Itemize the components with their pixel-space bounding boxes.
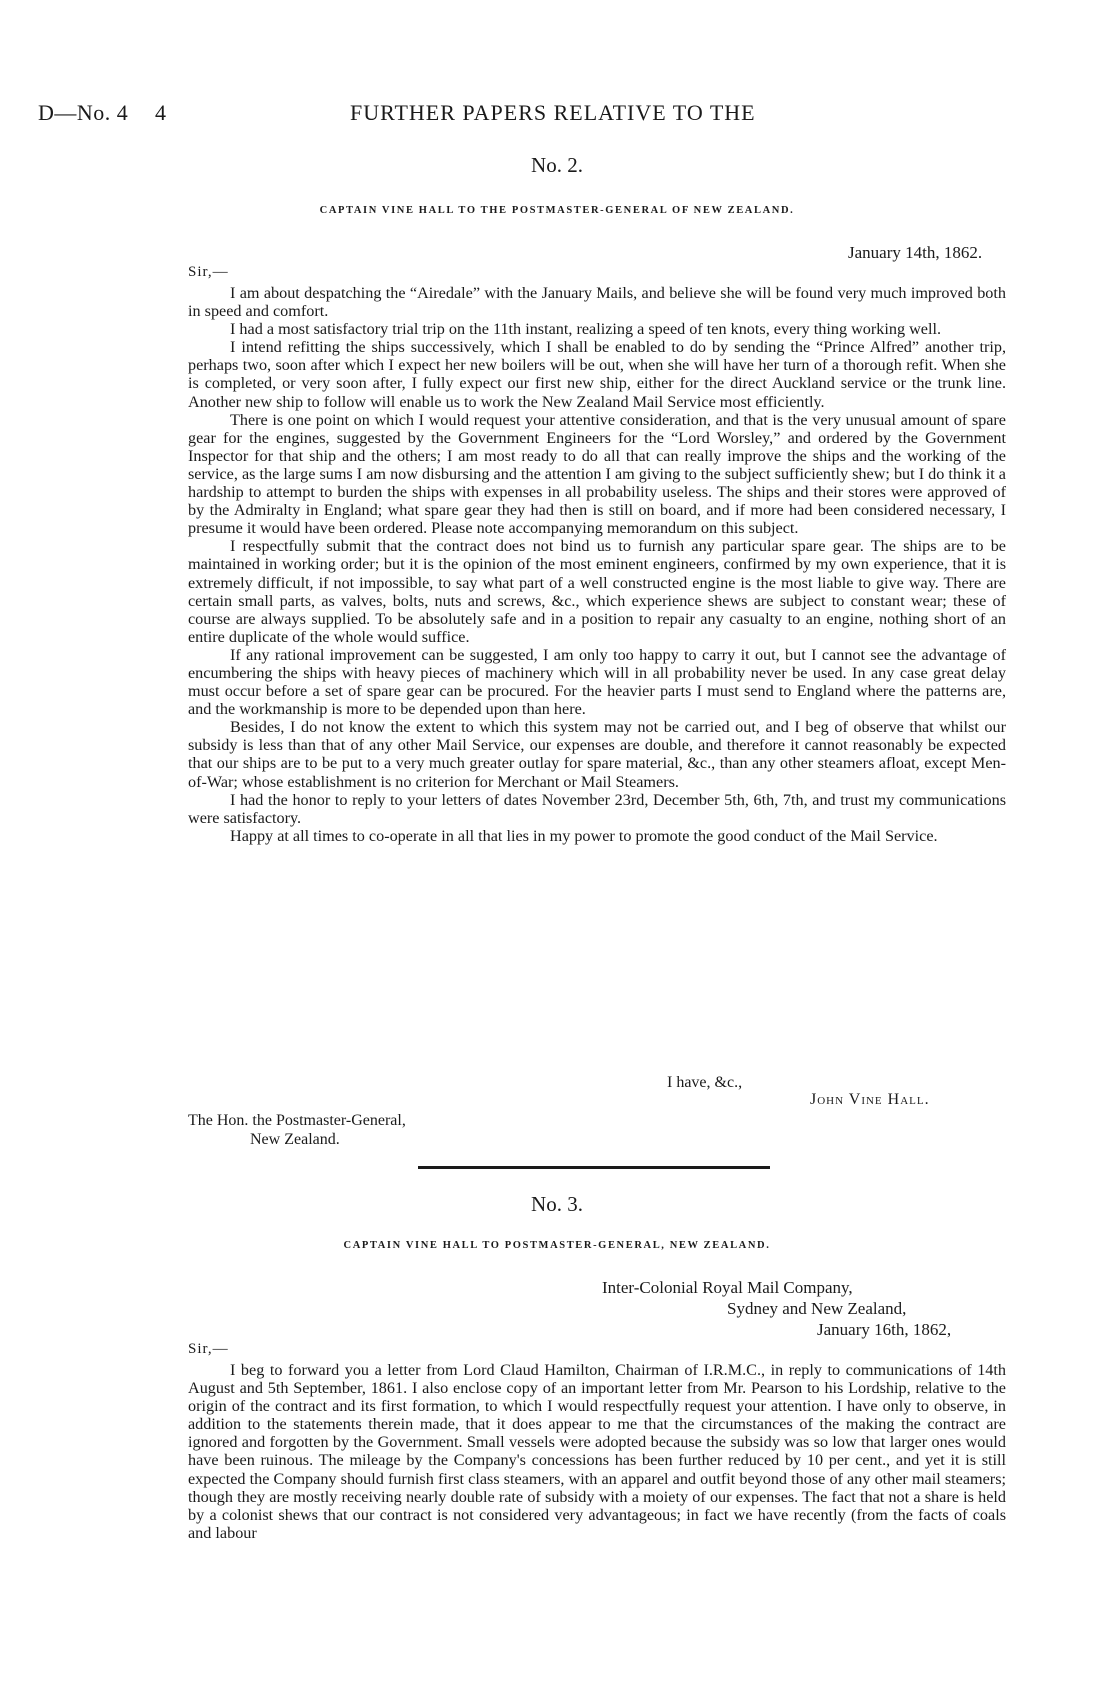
letter-2-closing: I have, &c.,	[667, 1074, 743, 1091]
paragraph: I respectfully submit that the contract does not bind us to furnish any particular spare gear. The ships are to be maintained in working order; but it is the opinion of the most eminent engineers, confirmed by my own experience, that it is extremely difficult, if not impossible, to say what part of a well constructed engine is the most liable to give way. There are certain small parts, as valves, bolts, nuts and screws, &c., which experience shews are subject to constant wear; these of course are always supplied. To be absolutely safe and in a position to repair any casualty to an engine, nothing short of an entire duplicate of the whole would suffice.	[188, 537, 1006, 646]
paragraph: Besides, I do not know the extent to which this system may not be carried out, and I beg of observe that whilst our subsidy is less than that of any other Mail Service, our expenses are double, and therefore it cannot reasonably be expected that our ships are to be put to a very much greater outlay for spare material, &c., than any other steamers afloat, except Men-of-War; whose establishment is no criterion for Merchant or Mail Steamers.	[188, 718, 1006, 791]
section-divider	[418, 1166, 770, 1169]
paragraph: I am about despatching the “Airedale” with the January Mails, and believe she will be found very much improved both in speed and comfort.	[188, 284, 1006, 321]
letter-2-number: No. 2.	[531, 153, 583, 177]
paragraph: I beg to forward you a letter from Lord Claud Hamilton, Chairman of I.R.M.C., in reply to communications of 14th August and 5th September, 1861. I also enclose copy of an important letter from Mr. Pearson to his Lordship, relative to the origin of the contract and its first formation, to which I would respectfully request your attention. I have only to observe, in addition to the statements therein made, that it does appear to me that the circumstances of the making the contract are ignored and forgotten by the Government. Small vessels were adopted because the subsidy was so low that larger ones would have been ruinous. The mileage by the Company's concessions has been further reduced by 10 per cent., and yet it is still expected the Company should furnish first class steamers, with an apparel and outfit beyond those of any other mail steamers; though they are mostly receiving nearly double rate of subsidy with a moiety of our expenses. The fact that not a share is held by a colonist shews that our contract is not considered very advantageous; in fact we have recently (from the facts of coals and labour	[188, 1361, 1006, 1542]
document-reference: D—No. 4	[38, 100, 129, 125]
letter-2-addressee-line-1: The Hon. the Postmaster-General,	[188, 1112, 406, 1129]
paragraph: I had a most satisfactory trial trip on the 11th instant, realizing a speed of ten knots, every thing working well.	[230, 320, 942, 339]
letter-3-body	[188, 1361, 1006, 1542]
page-title: FURTHER PAPERS RELATIVE TO THE	[350, 100, 756, 125]
letter-2-date: January 14th, 1862.	[848, 243, 983, 262]
letter-2-caption: CAPTAIN VINE HALL TO THE POSTMASTER-GENERAL OF NEW ZEALAND.	[319, 205, 795, 216]
letter-3-number: No. 3.	[531, 1192, 583, 1216]
paragraph: Happy at all times to co-operate in all that lies in my power to promote the good conduct of the Mail Service.	[230, 826, 938, 845]
letter-3-caption: CAPTAIN VINE HALL TO POSTMASTER-GENERAL, NEW ZEALAND.	[343, 1240, 771, 1251]
letter-2-signature: John Vine Hall.	[810, 1091, 930, 1108]
paragraph: There is one point on which I would request your attentive consideration, and that is the very unusual amount of spare gear for the engines, suggested by the Government Engineers for the “Lord Worsley,” and ordered by the Government Inspector for that ship and the others; I am most ready to do all that can really improve the ships and the working of the service, as the large sums I am now disbursing and the attention I am giving to the subject sufficiently shew; but I do think it a hardship to attempt to burden the ships with expenses in all probability useless. The ships and their stores were approved of by the Admiralty in England; what spare gear they had then is still on board, and if more had been considered necessary, I presume it would have been ordered. Please note accompanying memorandum on this subject.	[188, 410, 1006, 538]
letter-2-salutation: Sir,—	[188, 264, 229, 280]
letter-3-salutation: Sir,—	[188, 1341, 229, 1357]
letter-2-addressee-line-2: New Zealand.	[250, 1131, 340, 1148]
paragraph: If any rational improvement can be suggested, I am only too happy to carry it out, but I cannot see the advantage of encumbering the ships with heavy pieces of machinery which will in all probability never be used. In any case great delay must occur before a set of spare gear can be procured. For the heavier parts I must send to England where the patterns are, and the workmanship is more to be depended upon than here.	[188, 645, 1006, 719]
paragraph: I had the honor to reply to your letters of dates November 23rd, December 5th, 6th, 7th, and trust my communications were satisfactory.	[188, 790, 1006, 827]
letter-3-date: January 16th, 1862,	[817, 1320, 952, 1339]
letter-2-body	[188, 284, 1006, 845]
letter-3-from-line-1: Inter-Colonial Royal Mail Company,	[602, 1278, 853, 1297]
page-number: 4	[155, 100, 166, 125]
letter-3-from-line-2: Sydney and New Zealand,	[727, 1299, 907, 1318]
paragraph: I intend refitting the ships successively, which I shall be enabled to do by sending the “Prince Alfred” another trip, perhaps two, soon after which I expect her new boilers will be out, when she will have her turn of a thorough refit. When she is completed, or very soon after, I fully expect our first new ship, either for the direct Auckland service or the trunk line. Another new ship to follow will enable us to work the New Zealand Mail Service most efficiently.	[188, 338, 1006, 411]
